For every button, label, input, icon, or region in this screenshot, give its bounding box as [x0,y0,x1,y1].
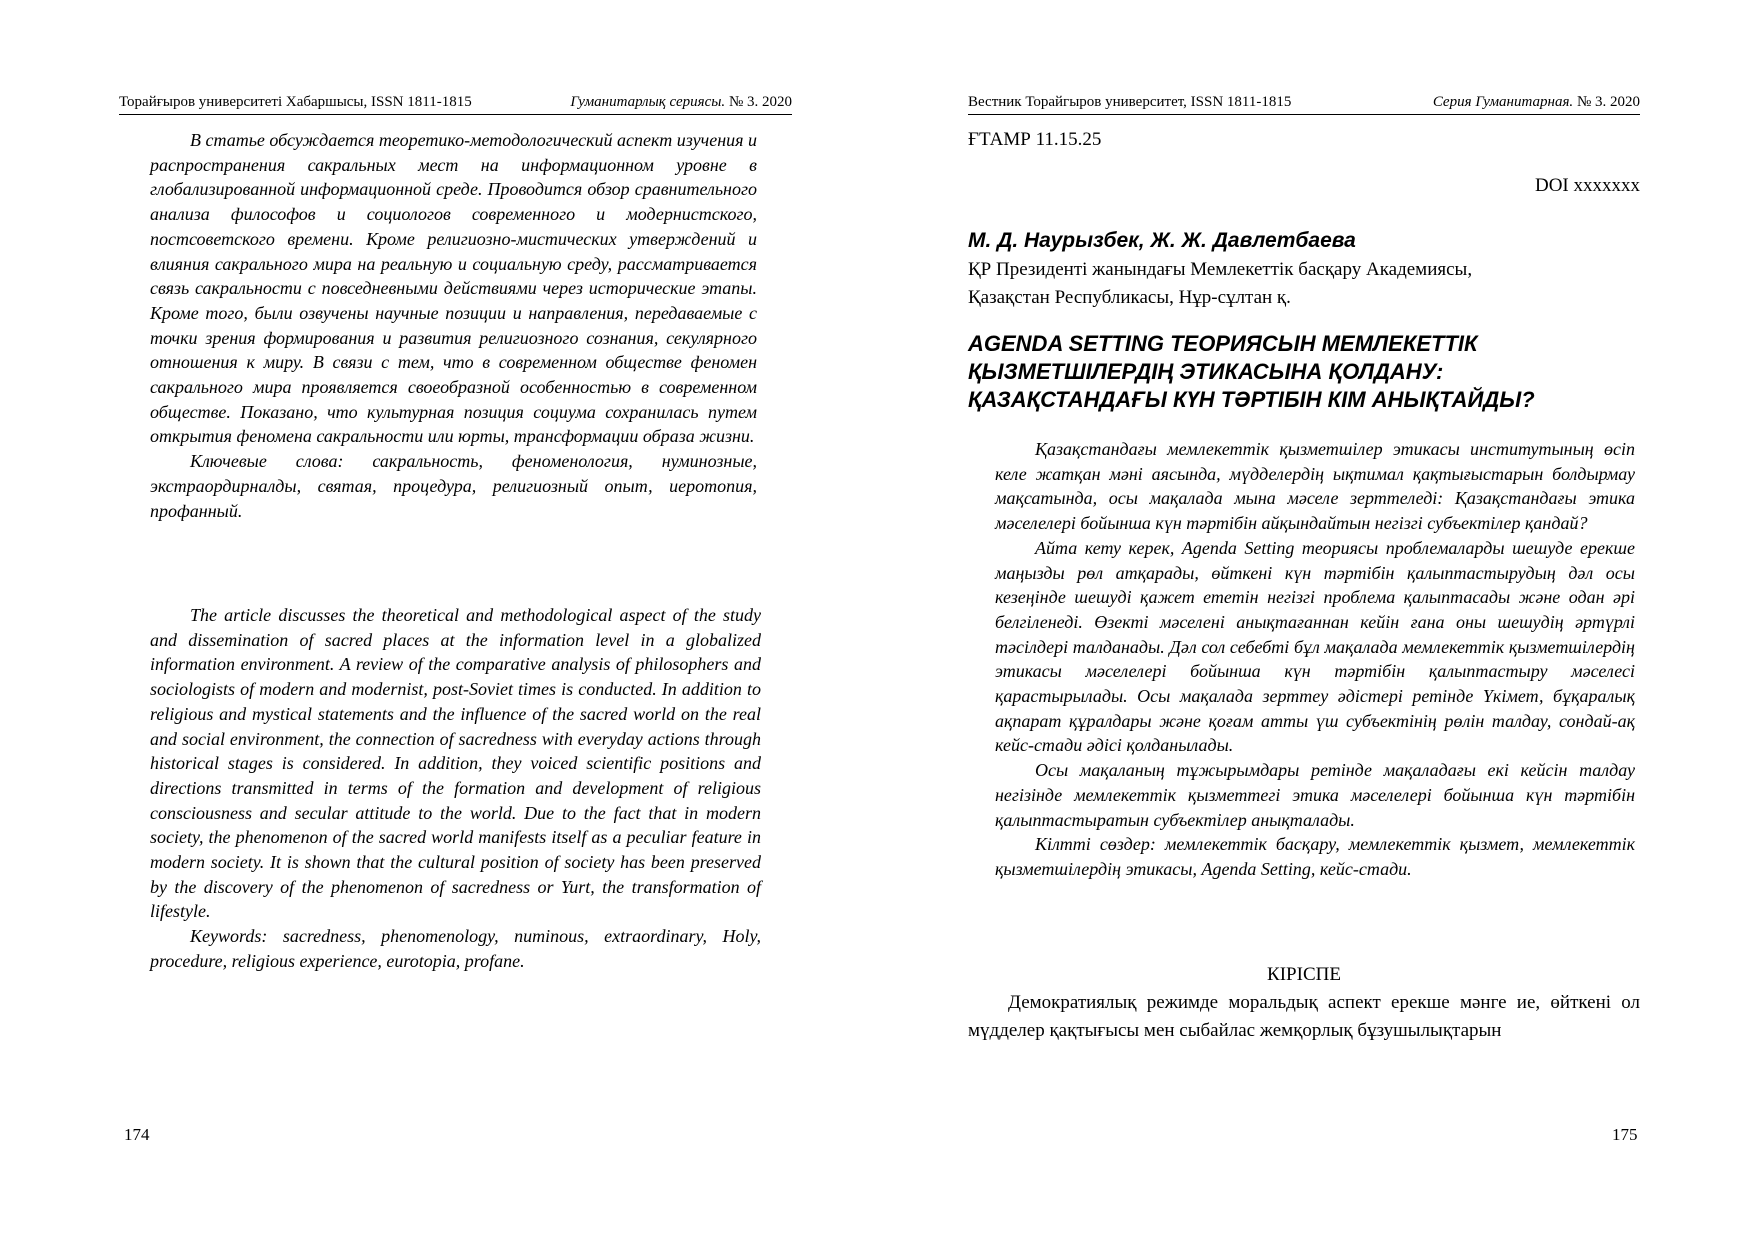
issue-number: № 3. 2020 [728,94,792,110]
keywords: Keywords: sacredness, phenomenology, numinous, extraordinary, Holy, procedure, religious experience, eurotopia, profane. [150,926,761,971]
abstract-paragraph: Қазақстандағы мемлекеттік қызметшілер этикасы институтының өсіп келе жатқан мәні аясында, мүдделердің ықтимал қақтығыстарын болдырмау мақсатында, осы мақалада мына мәселе зерттеледі: Қазақстандағы этика мәселелері бойынша күн тәртібін айқындайтын негізгі субъектілер қандай? [995,439,1635,534]
running-header [119,93,792,115]
article-title: AGENDA SETTING ТЕОРИЯСЫН МЕМЛЕКЕТТІК ҚЫЗМЕТШІЛЕРДІҢ ЭТИКАСЫНА ҚОЛДАНУ: ҚАЗАҚСТАНДАҒЫ КҮН ТӘРТІБІН КІМ АНЫҚТАЙДЫ? [968,331,1535,412]
series-name: Гуманитарлық сериясы. [570,94,726,110]
keywords: Кілтті сөздер: мемлекеттік басқару, мемлекеттік қызмет, мемлекеттік қызметшілердің этикасы, Agenda Setting, кейс-стади. [995,834,1635,879]
journal-name: Торайғыров университеті Хабаршысы, ISSN 1811-1815 [119,94,472,110]
irstim-code: ҒТАМР 11.15.25 [968,129,1102,150]
series-name: Серия Гуманитарная. [1432,94,1574,110]
abstract-english [150,603,761,974]
affiliation-line: ҚР Президенті жанындағы Мемлекеттік басқару Академиясы, [968,259,1473,280]
page-number: 175 [1612,1125,1638,1144]
issue-number: № 3. 2020 [1576,94,1640,110]
section-heading: КІРІСПЕ [1267,964,1341,985]
right-page [875,0,1749,1241]
doi: DOI xxxxxxx [1534,175,1640,196]
affiliation [968,256,1648,312]
abstract-text: В статье обсуждается теоретико-методологический аспект изучения и распространения сакральных мест на информационном уровне в глобализированной информационной среде. Проводится обзор сравнительного анализа философов и социологов современного и модернистского, постсоветского времени. Кроме религиозно-мистических утверждений и влияния сакрального мира на реальную и социальную среду, рассматривается связь сакральности с повседневными действиями через исторические этапы. Кроме того, были озвучены научные позиции и направления, передаваемые с точки зрения формирования и развития религиозного сознания, секулярного отношения к миру. В связи с тем, что в современном обществе феномен сакрального мира проявляется своеобразной особенностью в современном обществе. Показано, что культурная позиция социума сохранилась путем открытия феномена сакральности или юрты, трансформации образа жизни. [150,130,757,447]
series-info [1433,93,1640,111]
running-header [968,93,1640,115]
page-number: 174 [124,1125,150,1144]
abstract-paragraph: Айта кету керек, Agenda Setting теориясы проблемаларды шешуде ерекше маңызды рөл атқарады, өйткені күн тәртібін қалыптастырудың дәл осы кезеңінде шешуді қажет ететін негізгі проблема қалыптасады және одан әрі белгіленеді. Өзекті мәселені анықтағаннан кейін ғана оны шешудің әртүрлі тәсілдері талданады. Дәл сол себебті бұл мақалада мемлекеттік қызметшілердің этикасы мәселелері бойынша күн тәртібін қалыптастыру мәселесі қарастырылады. Осы мақалада зерттеу әдістері ретінде Үкімет, бұқаралық ақпарат құралдары және қоғам атты үш субъектінің рөлін талдау, сондай-ақ кейс-стади әдісі қолданылады. [995,537,1635,756]
body-text [968,989,1640,1045]
journal-name: Вестник Торайгыров университет, ISSN 1811-1815 [968,94,1292,110]
authors: М. Д. Наурызбек, Ж. Ж. Давлетбаева [968,229,1356,252]
abstract-russian [150,128,757,523]
abstract-paragraph: Осы мақаланың тұжырымдары ретінде мақаладағы екі кейсін талдау негізінде мемлекеттік қызметтегі этика мәселелері бойынша күн тәртібін қалыптастыратын субъектілер анықталады. [995,760,1635,830]
abstract-kazakh [995,437,1635,882]
intro-paragraph: Демократиялық режимде моральдық аспект ерекше мәнге ие, өйткені ол мүдделер қақтығысы мен сыбайлас жемқорлық бұзушылықтарын [968,992,1640,1041]
affiliation-line: Қазақстан Республикасы, Нұр-сұлтан қ. [968,287,1291,308]
keywords: Ключевые слова: сакральность, феноменология, нуминозные, экстраордирналды, святая, процедура, религиозный опыт, иеротопия, профанный. [150,451,757,521]
series-info [570,93,792,111]
abstract-text: The article discusses the theoretical and methodological aspect of the study and dissemination of sacred places at the information level in a globalized information environment. A review of the comparative analysis of philosophers and sociologists of modern and modernist, post-Soviet times is conducted. In addition to religious and mystical statements and the influence of the sacred world on the real and social environment, the connection of sacredness with everyday actions through historical stages is considered. In addition, they voiced scientific positions and directions transmitted in terms of the formation and development of religious consciousness and secular attitude to the world. Due to the fact that in modern society, the phenomenon of the sacred world manifests itself as a peculiar feature in modern society. It is shown that the cultural position of society has been preserved by the discovery of the phenomenon of sacredness or Yurt, the transformation of lifestyle. [150,605,761,922]
